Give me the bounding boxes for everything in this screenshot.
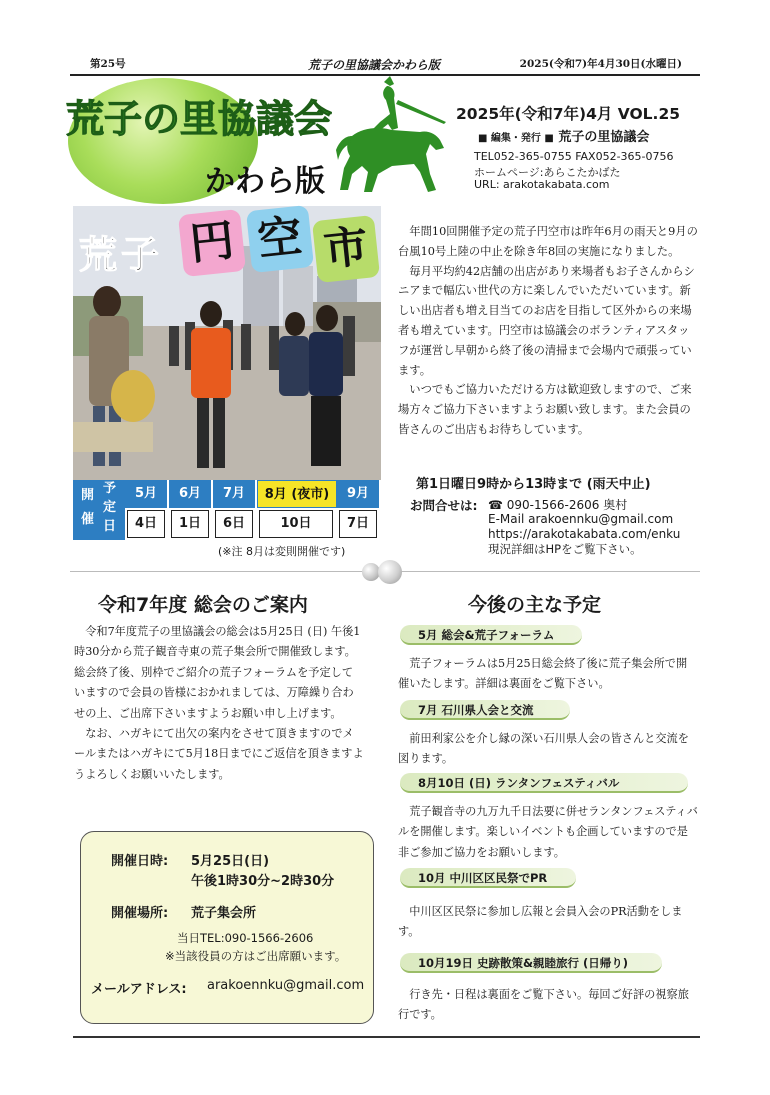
schedule-day: 6日 [215,510,253,538]
schedule-month: 9月 [337,480,381,508]
schedule-header-char: 定 [103,500,117,515]
gm-paragraph: なお、ハガキにて出欠の案内をさせて頂きますのでメールまたはハガキにて5月18日までにご返信を頂きますようよろしくお願いいたします。 [74,727,364,781]
schedule-day: 10日 [259,510,333,538]
editor-name: 荒子の里協議会 [558,130,650,145]
general-meeting-title: 令和7年度 総会のご案内 [98,594,308,616]
upcoming-label: 10月 中川区区民祭でPR [400,868,576,888]
upcoming-label: 8月10日 (日) ランタンフェスティバル [400,773,688,793]
upcoming-label: 5月 総会&荒子フォーラム [400,625,582,645]
upcoming-text-paragraph: 荒子観音寺の九万九千日法要に併せランタンフェスティバルを開催します。楽しいイベントも企画していますので是非ご参加ご協力をお願いします。 [398,805,698,859]
date-label: 開催日時: [111,854,169,869]
upcoming-text [398,985,698,1026]
inquiry-phone: ☎ 090-1566-2606 奥村 [488,498,628,512]
venue-label: 開催場所: [111,906,169,921]
schedule-note: (※注 8月は変則開催です) [218,545,346,558]
upcoming-text-paragraph: 行き先・日程は裏面をご覧下さい。毎回ご好評の視察旅行です。 [398,988,689,1022]
schedule-header-char: 開 [81,488,95,503]
editor-prefix: ■ 編集・発行 ■ [478,133,554,144]
enku-market-title [73,206,381,280]
contact-homepage: ホームページ:あらこたかばた [474,166,621,179]
upcoming-label: 7月 石川県人会と交流 [400,700,570,720]
schedule-column-highlight [257,480,337,540]
title-box-ichi: 市 [312,215,380,283]
upcoming-text [398,729,698,770]
inquiry-label: お問合せは: [410,498,478,513]
inquiry-url[interactable]: https://arakotakabata.com/enku [488,527,681,541]
schedule-header-char: 予 [103,481,117,496]
contact-url[interactable]: URL: arakotakabata.com [474,178,610,191]
meeting-note: ※当該役員の方はご出席願います。 [165,949,347,963]
schedule-column [337,480,381,540]
upcoming-text [398,902,698,943]
market-schedule-table [73,480,381,540]
bottom-rule [73,1036,700,1038]
upcoming-label: 10月19日 史跡散策&親睦旅行 (日帰り) [400,953,662,973]
issue-date: 2025(令和7)年4月30日(水曜日) [519,58,682,70]
schedule-column [125,480,169,540]
schedule-header-char: 日 [103,519,117,534]
meeting-mail[interactable]: arakoennku@gmail.com [207,978,365,993]
publication-name: 荒子の里協議会かわら版 [308,58,441,72]
intro-paragraph: 毎月平均約42店舗の出店があり来場者もお子さんからシニアまで幅広い世代の方に楽しんでいただいています。新しい出店者も増え目当てのお店を目指して区外からの来場者も増えています。円空市は協議会のボランティアスタッフが運営し早朝から終了後の清掃まで会場内で頑張っています。 [398,264,695,377]
upcoming-text-paragraph: 前田利家公を介し縁の深い石川県人会の皆さんと交流を図ります。 [398,732,689,766]
upcoming-text-paragraph: 荒子フォーラムは5月25日総会終了後に荒子集会所で開催いたします。詳細は裏面をご覧下さい。 [398,657,688,691]
meeting-info-box [80,831,374,1024]
logo-title: 荒子の里協議会 [66,96,333,141]
schedule-month: 5月 [125,480,169,508]
intro-paragraph: いつでもご協力いただける方は歓迎致しますので、ご来場方々ご協力下さいますようお願い致します。また会員の皆さんのご出店もお待ちしています。 [398,383,692,436]
schedule-header [73,480,125,540]
gm-paragraph: 令和7年度荒子の里協議会の総会は5月25日 (日) 午後1時30分から荒子観音寺東の荒子集会所で開催致します。総会終了後、別枠でご紹介の荒子フォーラムを予定していますので会員の皆様におかれましては、万障繰り合わせの上、ご出席下さいますようお願い申し上げます。 [74,625,361,720]
upcoming-title: 今後の主な予定 [468,594,602,616]
title-char: 荒 [79,232,118,277]
schedule-header-char: 催 [81,512,95,527]
general-meeting-body [74,622,364,785]
meeting-date: 5月25日(日) [191,854,270,869]
divider-ornament [378,560,402,584]
inquiry-email[interactable]: E-Mail arakoennku@gmail.com [488,512,674,526]
schedule-month: 8月 (夜市) [257,480,337,508]
running-header [70,56,700,74]
meeting-day-tel: 当日TEL:090-1566-2606 [177,931,314,945]
mail-label: メールアドレス: [91,982,187,997]
upcoming-text-paragraph: 中川区区民祭に参加し広報と会員入会のPR活動をします。 [398,905,683,939]
logo-subtitle: かわら版 [205,164,325,199]
enku-intro [398,222,700,440]
title-box-en: 円 [178,209,246,277]
schedule-day: 7日 [339,510,377,538]
editor-line [478,126,649,145]
schedule-column [169,480,213,540]
upcoming-text [398,802,698,863]
market-hours: 第1日曜日9時から13時まで (雨天中止) [416,477,651,492]
meeting-venue: 荒子集会所 [191,906,257,921]
schedule-month: 6月 [169,480,213,508]
title-box-ku: 空 [246,205,314,273]
schedule-day: 4日 [127,510,165,538]
contact-tel-fax: TEL052-365-0755 FAX052-365-0756 [474,150,674,163]
intro-paragraph: 年間10回開催予定の荒子円空市は昨年6月の雨天と9月の台風10号上陸の中止を除き年8回の実施になりました。 [398,225,698,258]
schedule-month: 7月 [213,480,257,508]
issue-number: 第25号 [90,58,126,70]
meeting-time: 午後1時30分~2時30分 [191,874,335,889]
title-char: 子 [121,232,160,277]
schedule-column [213,480,257,540]
upcoming-text [398,654,698,695]
inquiry-details: 現況詳細はHPをご覧下さい。 [488,542,642,556]
schedule-day: 1日 [171,510,209,538]
volume-line: 2025年(令和7年)4月 VOL.25 [456,105,681,123]
samurai-horse-icon [332,74,462,198]
